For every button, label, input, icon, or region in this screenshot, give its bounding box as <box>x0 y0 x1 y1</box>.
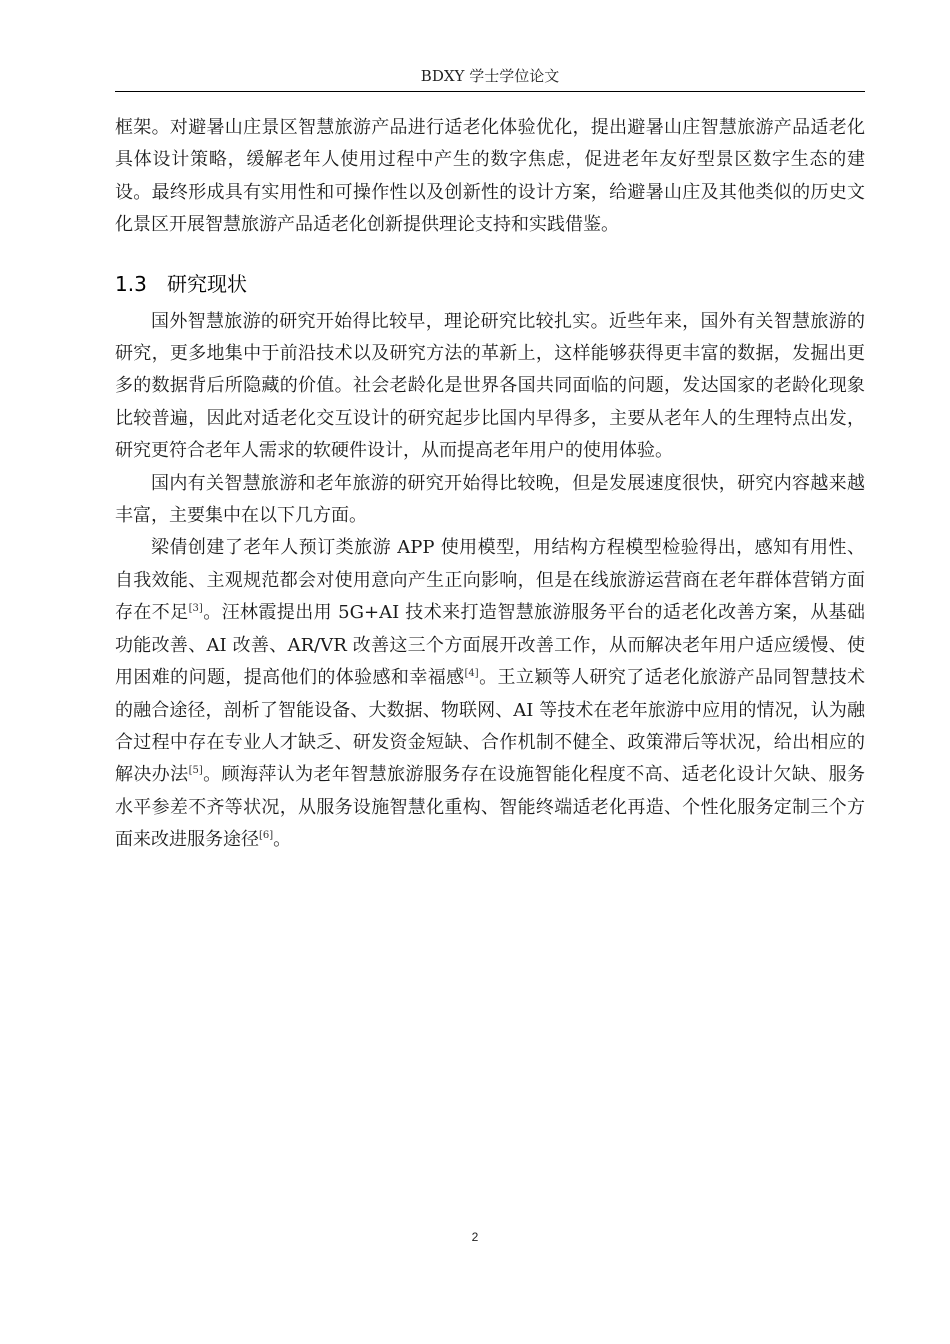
page-number: 2 <box>471 1230 479 1244</box>
section-heading <box>115 268 865 300</box>
intro-paragraph: 框架。对避暑山庄景区智慧旅游产品进行适老化体验优化，提出避暑山庄智慧旅游产品适老化具体设计策略，缓解老年人使用过程中产生的数字焦虑，促进老年友好型景区数字生态的建设。最终形成具有实用性和可操作性以及创新性的设计方案，给避暑山庄及其他类似的历史文化景区开展智慧旅游产品适老化创新提供理论支持和实践借鉴。 <box>115 117 865 236</box>
paragraph-overseas-research: 国外智慧旅游的研究开始得比较早，理论研究比较扎实。近些年来，国外有关智慧旅游的研究，更多地集中于前沿技术以及研究方法的革新上，这样能够获得更丰富的数据，发掘出更多的数据背后所隐藏的价值。社会老龄化是世界各国共同面临的问题，发达国家的老龄化现象比较普遍，因此对适老化交互设计的研究起步比国内早得多，主要从老年人的生理特点出发，研究更符合老年人需求的软硬件设计，从而提高老年用户的使用体验。 <box>115 310 865 462</box>
review-sentence-2: 。汪林霞提出用 5G+AI 技术来打造智慧旅游服务平台的适老化改善方案，从基础功能改善、AI 改善、AR/VR 改善这三个方面展开改善工作，从而解决老年用户适应缓慢、使用困难的问题，提高他们的体验感和幸福感 <box>115 602 866 689</box>
running-header: BDXY 学士学位论文 <box>420 67 560 85</box>
paragraph-literature-review <box>115 532 865 856</box>
review-sentence-4: 。顾海萍认为老年智慧旅游服务存在设施智能化程度不高、适老化设计欠缺、服务水平参差不齐等状况，从服务设施智慧化重构、智能终端适老化再造、个性化服务定制三个方面来改进服务途径 <box>115 764 866 851</box>
citation-6[interactable]: [6] <box>259 830 274 842</box>
review-sentence-end: 。 <box>273 829 292 851</box>
citation-5[interactable]: [5] <box>188 765 203 777</box>
citation-4[interactable]: [4] <box>464 668 479 680</box>
body-text <box>115 112 865 857</box>
section-title: 研究现状 <box>167 271 247 296</box>
review-sentence-3: 。王立颖等人研究了适老化旅游产品同智慧技术的融合途径，剖析了智能设备、大数据、物联网、AI 等技术在老年旅游中应用的情况，认为融合过程中存在专业人才缺乏、研发资金短缺、合作机制不健全、政策滞后等状况，给出相应的解决办法 <box>115 667 866 786</box>
review-sentence-1: 梁倩创建了老年人预订类旅游 APP 使用模型，用结构方程模型检验得出，感知有用性、自我效能、主观规范都会对使用意向产生正向影响，但是在线旅游运营商在老年群体营销方面存在不足 <box>115 537 865 624</box>
citation-3[interactable]: [3] <box>188 603 203 615</box>
header-rule <box>115 91 865 92</box>
section-number: 1.3 <box>115 271 147 296</box>
paragraph-domestic-research: 国内有关智慧旅游和老年旅游的研究开始得比较晚，但是发展速度很快，研究内容越来越丰富，主要集中在以下几方面。 <box>115 472 865 527</box>
